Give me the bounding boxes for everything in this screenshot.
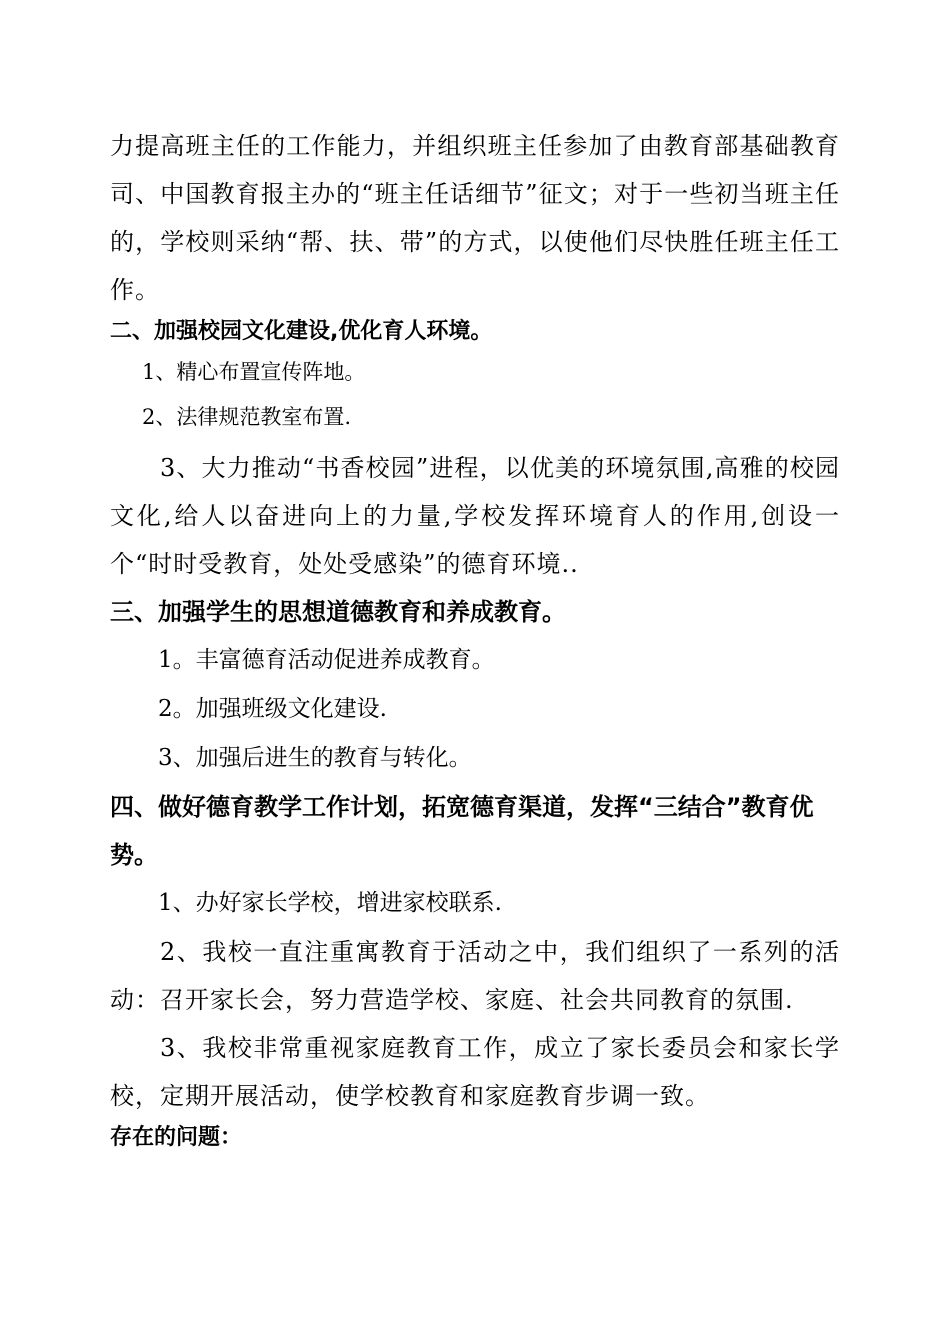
section-3-item-3: 3、加强后进生的教育与转化。 (158, 745, 472, 771)
section-2-item-1: 1、精心布置宣传阵地。 (142, 360, 366, 384)
section-heading-issues: 存在的问题： (110, 1125, 243, 1150)
document-body (110, 122, 840, 1156)
section-2-item-2: 2、法律规范教室布置. (142, 405, 352, 429)
section-2-item-3: 3、大力推动“书香校园”进程，以优美的环境氛围,高雅的校园文化,给人以奋进向上的力量,学校发挥环境育人的作用,创设一个“时时受教育，处处受感染”的德育环境.. (110, 454, 840, 578)
paragraph-intro: 力提高班主任的工作能力，并组织班主任参加了由教育部基础教育司、中国教育报主办的“班主任话细节”征文；对于一些初当班主任的，学校则采纳“帮、扶、带”的方式，以使他们尽快胜任班主任工作。 (110, 132, 840, 304)
section-heading-4: 四、做好德育教学工作计划，拓宽德育渠道，发挥“三结合”教育优势。 (110, 793, 814, 869)
section-3-item-1: 1。丰富德育活动促进养成教育。 (158, 647, 495, 673)
section-4-item-2: 2、我校一直注重寓教育于活动之中，我们组织了一系列的活动：召开家长会，努力营造学校、家庭、社会共同教育的氛围. (110, 938, 840, 1014)
section-4-item-1: 1、办好家长学校，增进家校联系. (158, 890, 502, 916)
section-4-item-3: 3、我校非常重视家庭教育工作，成立了家长委员会和家长学校，定期开展活动，使学校教育和家庭教育步调一致。 (110, 1034, 840, 1110)
section-heading-3: 三、加强学生的思想道德教育和养成教育。 (110, 598, 566, 626)
section-3-item-2: 2。加强班级文化建设. (158, 696, 387, 722)
section-heading-2: 二、加强校园文化建设,优化育人环境。 (110, 319, 493, 344)
